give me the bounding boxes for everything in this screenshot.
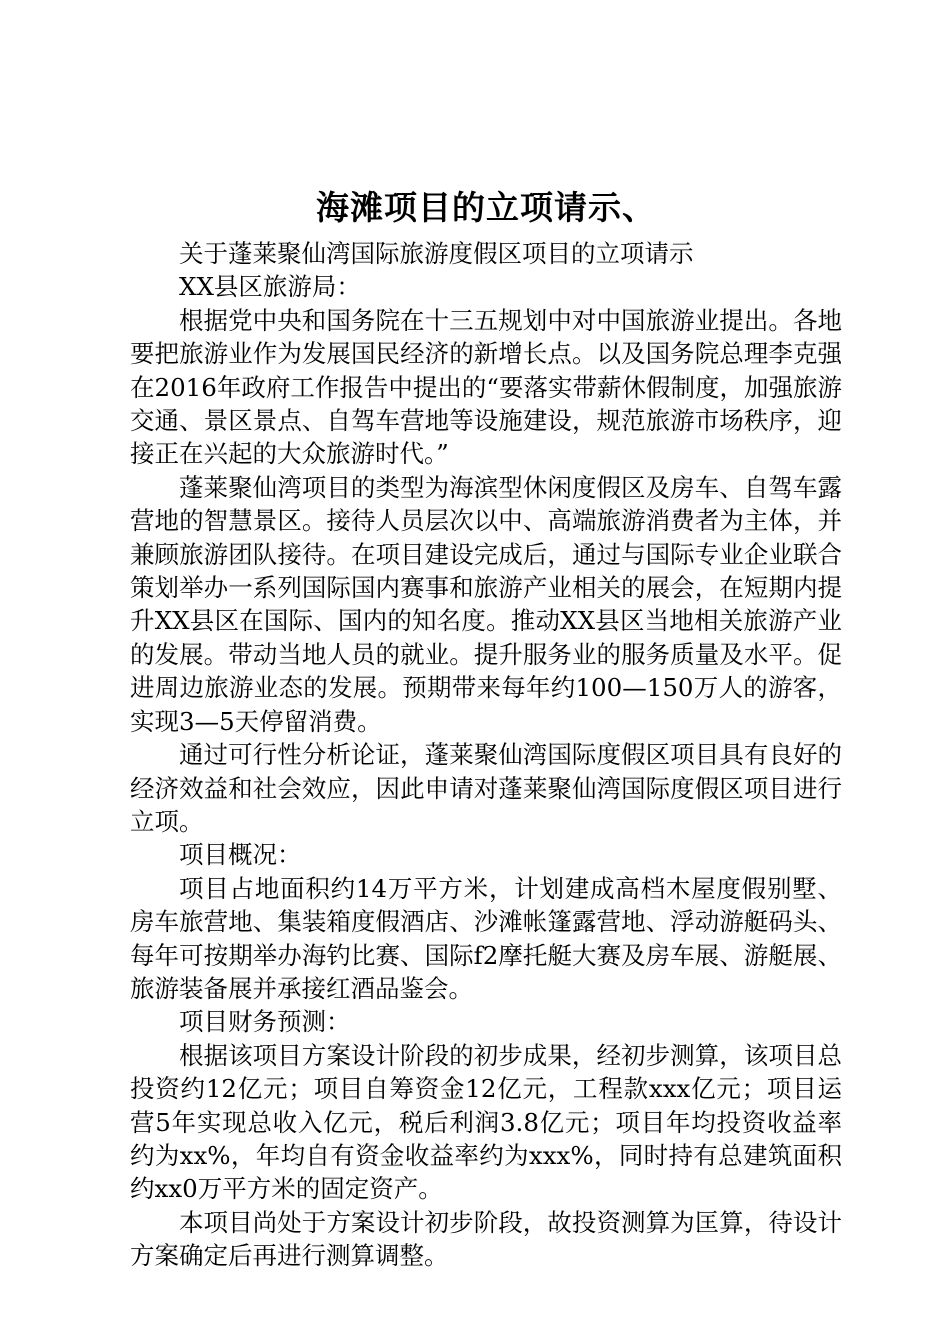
document-title: 海滩项目的立项请示、 bbox=[316, 188, 656, 227]
heading-overview: 项目概况： bbox=[179, 840, 302, 870]
paragraph-estimate-note: 本项目尚处于方案设计初步阶段，故投资测算为匡算，待设计方案确定后再进行测算调整。 bbox=[130, 1207, 842, 1271]
heading-financial-forecast: 项目财务预测： bbox=[179, 1007, 351, 1037]
paragraph-overview: 项目占地面积约14万平方米，计划建成高档木屋度假别墅、房车旅营地、集装箱度假酒店、沙滩帐篷露营地、浮动游艇码头、每年可按期举办海钓比赛、国际f2摩托艇大赛及房车展、游艇展、旅游装备展并承接红酒品鉴会。 bbox=[130, 873, 842, 1003]
subject-line: 关于蓬莱聚仙湾国际旅游度假区项目的立项请示 bbox=[179, 239, 694, 268]
document-body bbox=[130, 237, 842, 1273]
paragraph-project-type: 蓬莱聚仙湾项目的类型为海滨型休闲度假区及房车、自驾车露营地的智慧景区。接待人员层次以中、高端旅游消费者为主体，并兼顾旅游团队接待。在项目建设完成后，通过与国际专业企业联合策划举办一系列国际国内赛事和旅游产业相关的展会，在短期内提升XX县区在国际、国内的知名度。推动XX县区当地相关旅游产业的发展。带动当地人员的就业。提升服务业的服务质量及水平。促进周边旅游业态的发展。预期带来每年约100—150万人的游客，实现3—5天停留消费。 bbox=[130, 472, 842, 736]
recipient-line: XX县区旅游局： bbox=[179, 272, 361, 302]
paragraph-background: 根据党中央和国务院在十三五规划中对中国旅游业提出。各地要把旅游业作为发展国民经济的新增长点。以及国务院总理李克强在2016年政府工作报告中提出的“要落实带薪休假制度，加强旅游交通、景区景点、自驾车营地等设施建设，规范旅游市场秩序，迎接正在兴起的大众旅游时代。” bbox=[130, 305, 842, 469]
paragraph-feasibility: 通过可行性分析论证，蓬莱聚仙湾国际度假区项目具有良好的经济效益和社会效应，因此申请对蓬莱聚仙湾国际度假区项目进行立项。 bbox=[130, 740, 842, 836]
paragraph-financial-forecast: 根据该项目方案设计阶段的初步成果，经初步测算，该项目总投资约12亿元；项目自筹资金12亿元，工程款xxx亿元；项目运营5年实现总收入亿元，税后利润3.8亿元；项目年均投资收益率约为xx%，年均自有资金收益率约为xxx%，同时持有总建筑面积约xx0万平方米的固定资产。 bbox=[130, 1040, 842, 1204]
